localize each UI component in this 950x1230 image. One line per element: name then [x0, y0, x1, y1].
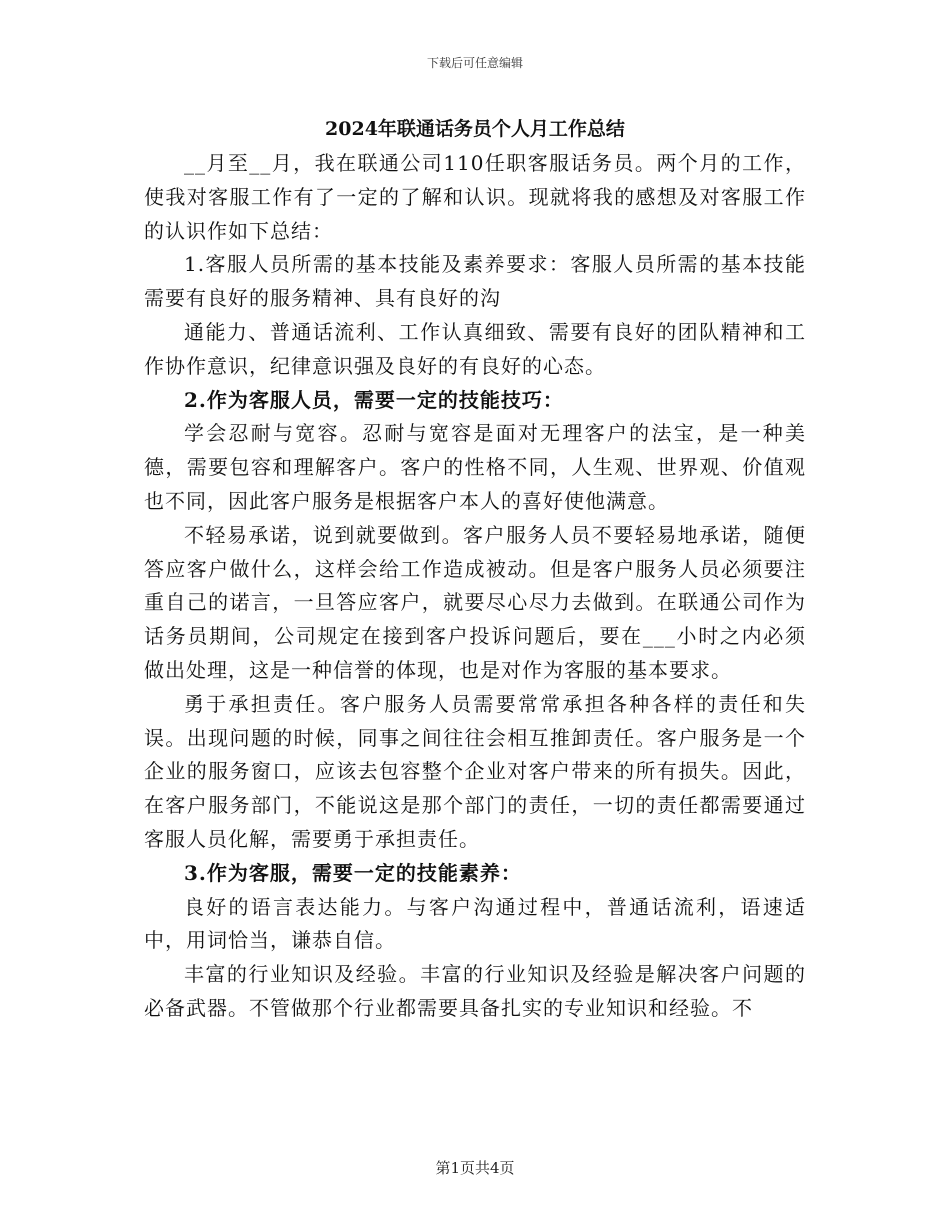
section-heading-qualities: 3.作为客服，需要一定的技能素养： [184, 860, 522, 885]
page-header: 下载后可任意编辑 [426, 56, 523, 70]
paragraph-promises: 不轻易承诺，说到就要做到。客户服务人员不要轻易地承诺，随便答应客户做什么，这样会给工作造成被动。但是客户服务人员必须要注重自己的诺言，一旦答应客户，就要尽心尽力去做到。在联通公司作为话务员期间，公司规定在接到客户投诉问题后，要在___小时之内必须做出处理，这是一种信誉的体现，也是对作为客服的基本要求。 [144, 522, 806, 682]
paragraph-intro: __月至__月，我在联通公司110任职客服话务员。两个月的工作，使我对客服工作有了一定的了解和认识。现就将我的感想及对客服工作的认识作如下总结： [144, 151, 806, 243]
section-heading-techniques: 2.作为客服人员，需要一定的技能技巧： [184, 387, 564, 412]
paragraph-patience: 学会忍耐与宽容。忍耐与宽容是面对无理客户的法宝，是一种美德，需要包容和理解客户。客户的性格不同，人生观、世界观、价值观也不同，因此客户服务是根据客户本人的喜好使他满意。 [144, 421, 806, 513]
page-footer: 第1页共4页 [435, 1159, 515, 1177]
paragraph-knowledge: 丰富的行业知识及经验。丰富的行业知识及经验是解决客户问题的必备武器。不管做那个行业都需要具备扎实的专业知识和经验。不 [144, 962, 806, 1020]
paragraph-skills-requirements: 1.客服人员所需的基本技能及素养要求：客服人员所需的基本技能需要有良好的服务精神、具有良好的沟 [144, 252, 806, 311]
paragraph-responsibility: 勇于承担责任。客户服务人员需要常常承担各种各样的责任和失误。出现问题的时候，同事之间往往会相互推卸责任。客户服务是一个企业的服务窗口，应该去包容整个企业对客户带来的所有损失。因此，在客户服务部门，不能说这是那个部门的责任，一切的责任都需要通过客服人员化解，需要勇于承担责任。 [144, 691, 806, 851]
paragraph-language: 良好的语言表达能力。与客户沟通过程中，普通话流利，语速适中，用词恰当，谦恭自信。 [144, 894, 806, 953]
paragraph-skills-continued: 通能力、普通话流利、工作认真细致、需要有良好的团队精神和工作协作意识，纪律意识强及良好的有良好的心态。 [144, 319, 806, 378]
document-body [144, 147, 806, 1026]
document-title: 2024年联通话务员个人月工作总结 [325, 118, 625, 140]
